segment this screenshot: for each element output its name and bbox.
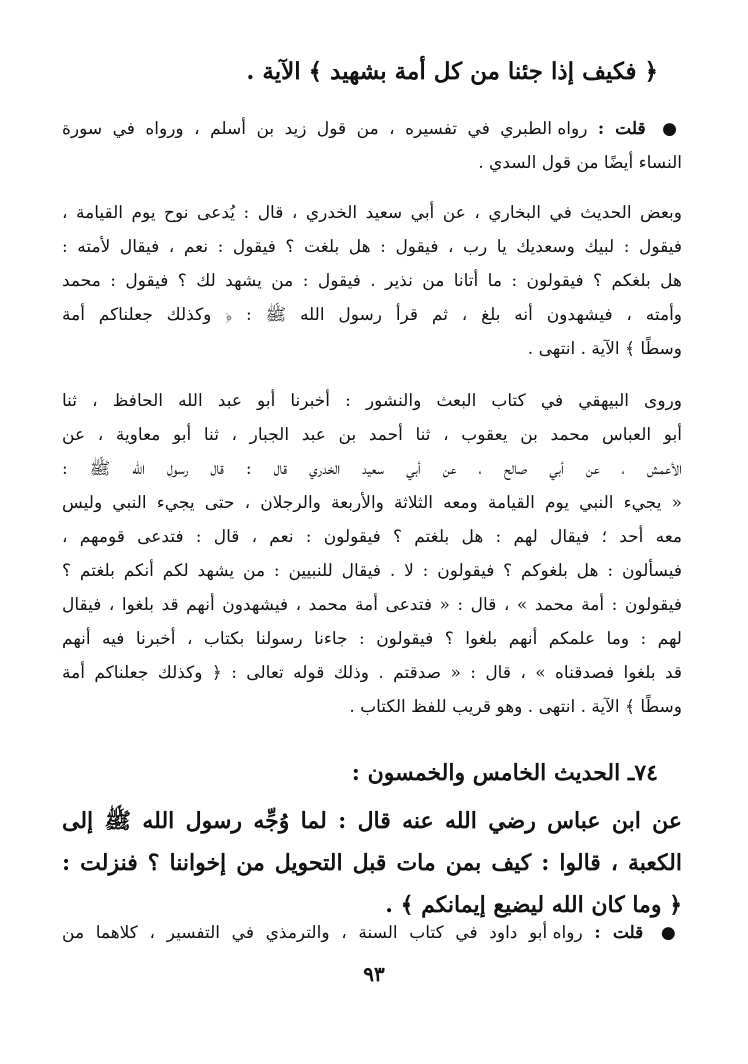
bullet-icon: ●: [660, 923, 682, 943]
note-paragraph-1: [62, 112, 682, 180]
paragraph-bukhari: [62, 196, 682, 366]
text-line: الكعبة ، قالوا : كيف بمن مات قبل التحويل من إخواننا ؟ فنزلت :: [62, 850, 682, 876]
text-line: ﴿ وما كان الله ليضيع إيمانكم ﴾ .: [385, 892, 682, 918]
text-line: فيقولون : أمة محمد » ، قال : « فتدعى أمة محمد ، فيشهدون أنهم قد بلغوا ، فيقال: [62, 595, 682, 615]
note-paragraph-2: [62, 916, 682, 950]
text-span: رواه أبو داود في كتاب السنة ، والترمذي في التفسير ، كلاهما من: [62, 923, 583, 943]
verse-heading: ﴿ فكيف إذا جئنا من كل أمة بشهيد ﴾ الآية .: [246, 58, 658, 85]
text-line: [62, 112, 682, 146]
text-line: وسطًا ﴾ الآية . انتهى .: [527, 339, 682, 359]
text-line: « يجيء النبي يوم القيامة ومعه الثلاثة والأربعة والرجلان ، حتى يجيء النبي وليس: [62, 493, 682, 513]
note-lead: قلت :: [594, 923, 644, 943]
text-line: [62, 916, 682, 950]
text-line: الأعمش ، عن أبي صالح ، عن أبي سعيد الخدري قال : قال رسول الله ﷺ :: [62, 459, 682, 479]
section-title: ٧٤ـ الحديث الخامس والخمسون :: [351, 760, 658, 786]
text-line: وروى البيهقي في كتاب البعث والنشور : أخبرنا أبو عبد الله الحافظ ، ثنا: [62, 391, 682, 411]
text-line: معه أحد ؛ فيقال لهم : هل بلغتم ؟ فيقولون : نعم ، قال : فتدعى قومهم ،: [62, 527, 682, 547]
bullet-icon: ●: [662, 119, 682, 139]
paragraph-bayhaqi: [62, 384, 682, 724]
note-lead: قلت :: [597, 119, 646, 139]
text-line: فيسألون : هل بلغوكم ؟ فيقولون : لا . فيقال للنبيين : من يشهد لكم أنكم بلغتم ؟: [62, 561, 682, 581]
text-line: فيقول : لبيك وسعديك يا رب ، فيقول : هل بلغت ؟ فيقول : نعم ، فيقال لأمته :: [62, 237, 682, 257]
text-line: النساء أيضًا من قول السدي .: [478, 153, 682, 173]
text-line: هل بلغكم ؟ فيقولون : ما أتانا من نذير . فيقول : من يشهد لك ؟ فيقول : محمد: [62, 271, 682, 291]
text-line: وأمته ، فيشهدون أنه بلغ ، ثم قرأ رسول الله ﷺ : ﴿ وكذلك جعلناكم أمة: [62, 305, 682, 325]
text-line: لهم : وما علمكم أنهم بلغوا ؟ فيقولون : جاءنا رسولنا بكتاب ، أخبرنا فيه أنهم: [62, 629, 682, 649]
text-line: وسطًا ﴾ الآية . انتهى . وهو قريب للفظ الكتاب .: [349, 697, 682, 717]
text-line: قد بلغوا فصدقناه » ، قال : « صدقتم . وذلك قوله تعالى : ﴿ وكذلك جعلناكم أمة: [62, 663, 682, 683]
page-number: ٩٣: [363, 962, 385, 986]
text-line: وبعض الحديث في البخاري ، عن أبي سعيد الخدري ، قال : يُدعى نوح يوم القيامة ،: [62, 203, 682, 223]
text-line: أبو العباس محمد بن يعقوب ، ثنا أحمد بن عبد الجبار ، ثنا أبو معاوية ، عن: [62, 425, 682, 445]
hadith-text: [62, 800, 682, 926]
text-line: عن ابن عباس رضي الله عنه قال : لما وُجِّه رسول الله ﷺ إلى: [62, 808, 682, 834]
text-span: رواه الطبري في تفسيره ، من قول زيد بن أسلم ، ورواه في سورة: [62, 119, 588, 139]
